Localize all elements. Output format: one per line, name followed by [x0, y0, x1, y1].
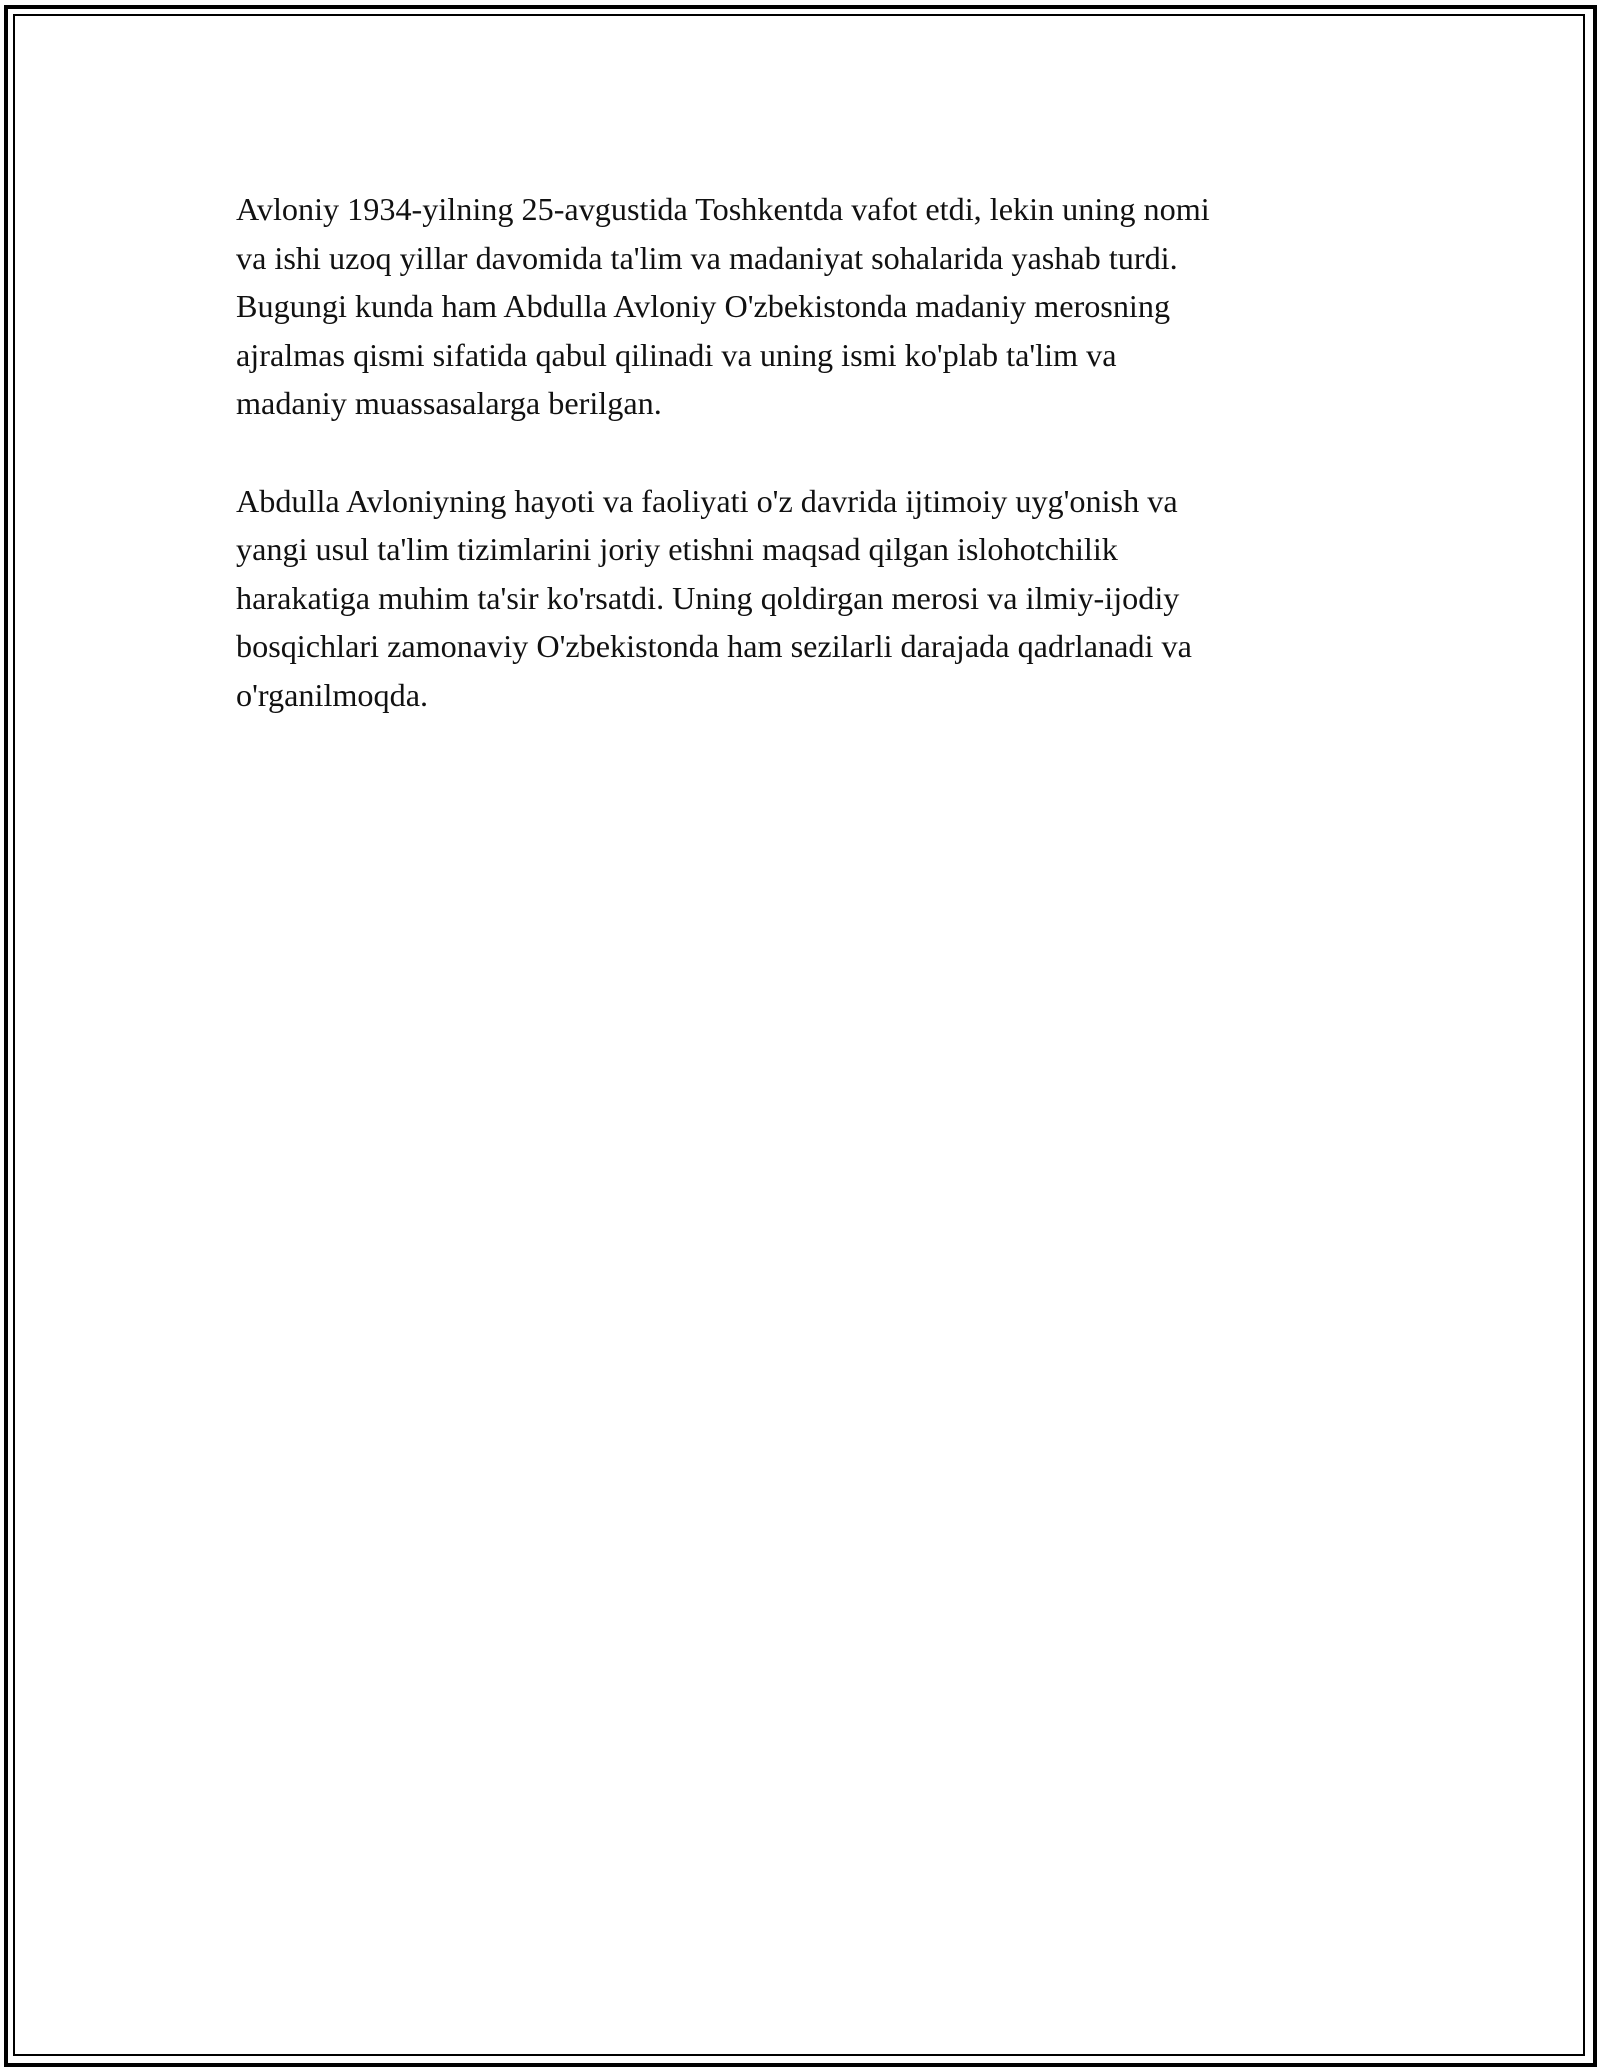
paragraph-1: Avloniy 1934-yilning 25-avgustida Toshkentda vafot etdi, lekin uning nomi va ishi uzoq yillar davomida ta'lim va madaniyat sohalarida yashab turdi. Bugungi kunda ham Abdulla Avloniy O'zbekistonda madaniy merosning ajralmas qismi sifatida qabul qilinadi va uning ismi ko'plab ta'lim va madaniy muassasalarga berilgan.	[236, 191, 1210, 422]
paragraph-2: Abdulla Avloniyning hayoti va faoliyati o'z davrida ijtimoiy uyg'onish va yangi usul ta'lim tizimlarini joriy etishni maqsad qilgan islohotchilik harakatiga muhim ta'sir ko'rsatdi. Uning qoldirgan merosi va ilmiy-ijodiy bosqichlari zamonaviy O'zbekistonda ham sezilarli darajada qadrlanadi va o'rganilmoqda.	[236, 482, 1192, 713]
document-body	[236, 185, 1364, 768]
